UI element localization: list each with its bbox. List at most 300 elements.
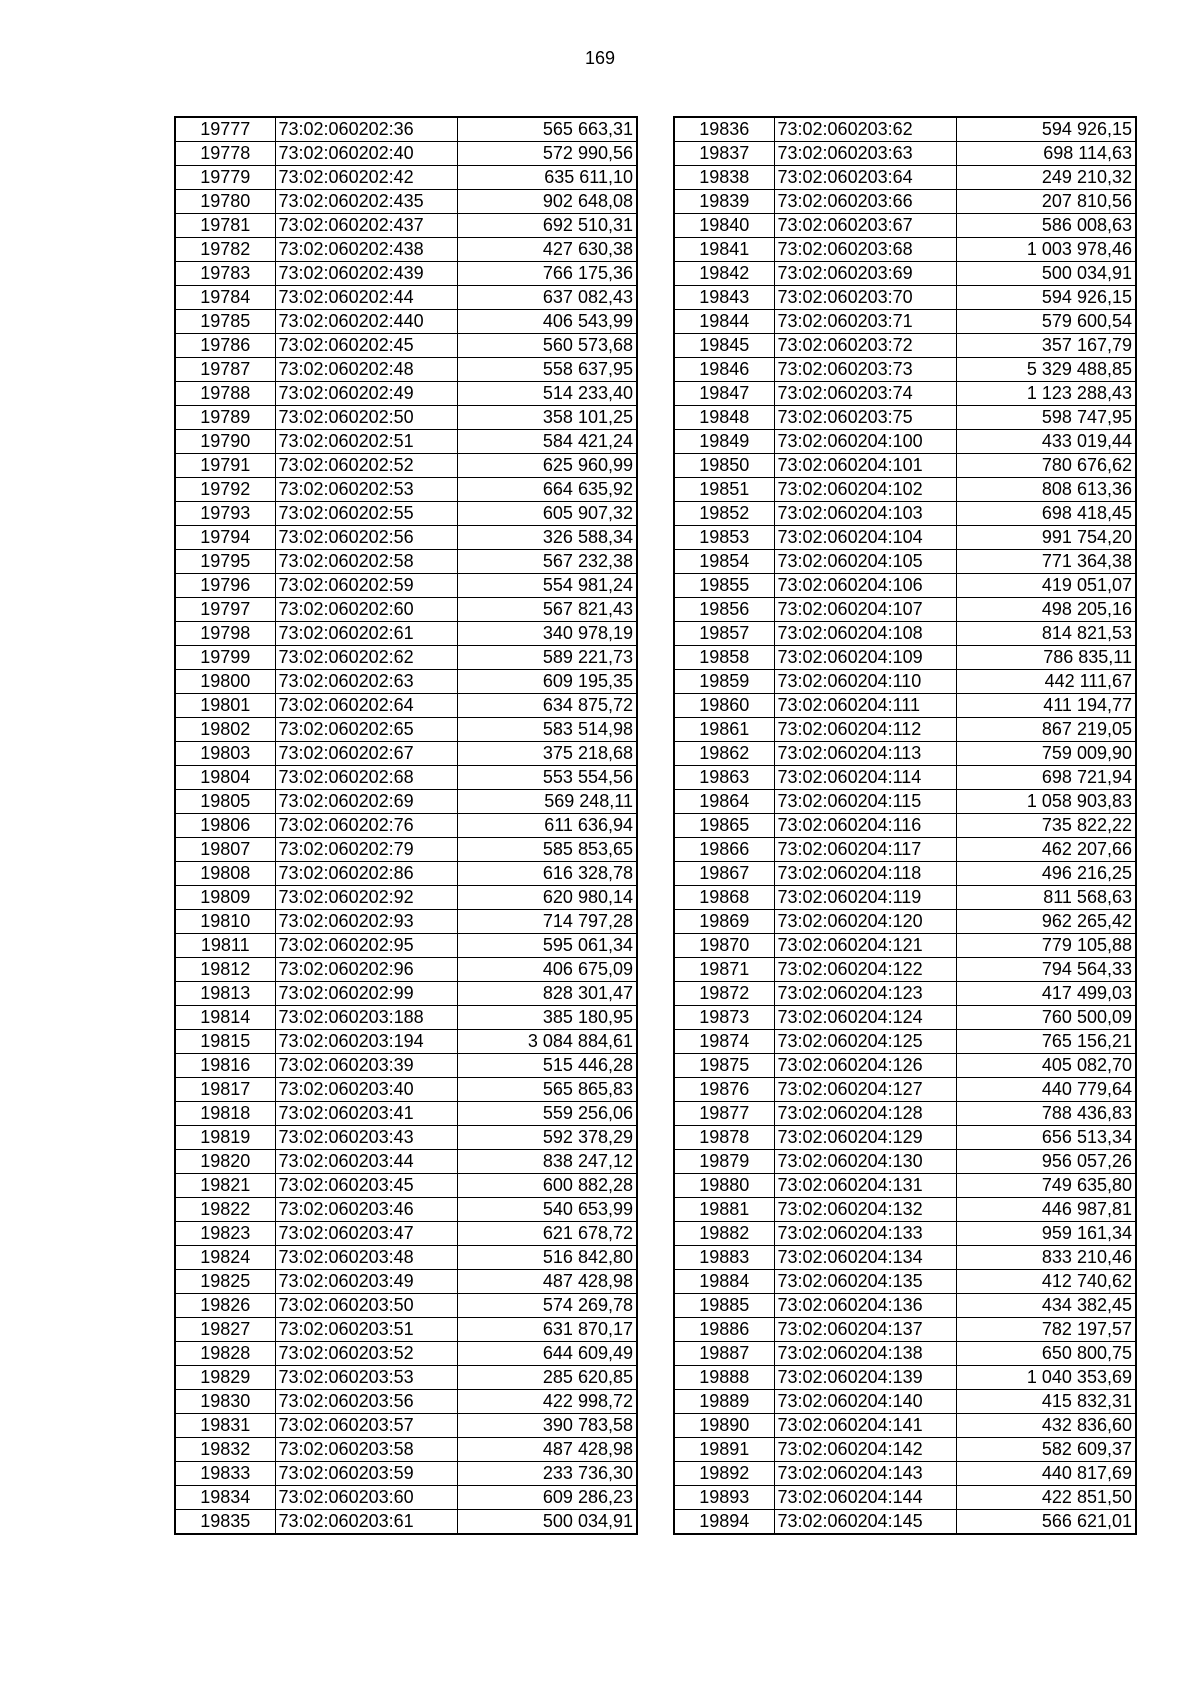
cadastral-value: 560 573,68 bbox=[457, 334, 637, 358]
row-number: 19787 bbox=[175, 358, 275, 382]
table-row bbox=[674, 838, 1136, 862]
cadastral-number: 73:02:060204:135 bbox=[774, 1270, 956, 1294]
row-number: 19778 bbox=[175, 142, 275, 166]
table-row bbox=[674, 1294, 1136, 1318]
cadastral-number: 73:02:060204:143 bbox=[774, 1462, 956, 1486]
row-number: 19826 bbox=[175, 1294, 275, 1318]
table-row bbox=[674, 1102, 1136, 1126]
table-row bbox=[674, 934, 1136, 958]
row-number: 19808 bbox=[175, 862, 275, 886]
table-row bbox=[175, 1030, 637, 1054]
row-number: 19786 bbox=[175, 334, 275, 358]
row-number: 19842 bbox=[674, 262, 774, 286]
table-row bbox=[175, 958, 637, 982]
cadastral-value: 3 084 884,61 bbox=[457, 1030, 637, 1054]
row-number: 19873 bbox=[674, 1006, 774, 1030]
cadastral-value: 771 364,38 bbox=[956, 550, 1136, 574]
cadastral-number: 73:02:060204:141 bbox=[774, 1414, 956, 1438]
cadastral-value: 540 653,99 bbox=[457, 1198, 637, 1222]
row-number: 19848 bbox=[674, 406, 774, 430]
cadastral-value: 487 428,98 bbox=[457, 1438, 637, 1462]
cadastral-value: 621 678,72 bbox=[457, 1222, 637, 1246]
table-row bbox=[175, 550, 637, 574]
cadastral-number: 73:02:060204:140 bbox=[774, 1390, 956, 1414]
table-row bbox=[175, 190, 637, 214]
cadastral-number: 73:02:060204:132 bbox=[774, 1198, 956, 1222]
row-number: 19864 bbox=[674, 790, 774, 814]
cadastral-number: 73:02:060202:64 bbox=[275, 694, 457, 718]
row-number: 19881 bbox=[674, 1198, 774, 1222]
row-number: 19782 bbox=[175, 238, 275, 262]
row-number: 19834 bbox=[175, 1486, 275, 1510]
cadastral-number: 73:02:060204:137 bbox=[774, 1318, 956, 1342]
cadastral-number: 73:02:060204:119 bbox=[774, 886, 956, 910]
table-row bbox=[674, 694, 1136, 718]
cadastral-value: 605 907,32 bbox=[457, 502, 637, 526]
row-number: 19793 bbox=[175, 502, 275, 526]
cadastral-value: 567 821,43 bbox=[457, 598, 637, 622]
cadastral-number: 73:02:060204:121 bbox=[774, 934, 956, 958]
cadastral-number: 73:02:060204:144 bbox=[774, 1486, 956, 1510]
cadastral-number: 73:02:060204:116 bbox=[774, 814, 956, 838]
cadastral-value: 579 600,54 bbox=[956, 310, 1136, 334]
table-row bbox=[175, 334, 637, 358]
cadastral-number: 73:02:060204:127 bbox=[774, 1078, 956, 1102]
cadastral-number: 73:02:060204:122 bbox=[774, 958, 956, 982]
row-number: 19847 bbox=[674, 382, 774, 406]
cadastral-number: 73:02:060203:62 bbox=[774, 117, 956, 142]
row-number: 19824 bbox=[175, 1246, 275, 1270]
table-row bbox=[674, 982, 1136, 1006]
cadastral-value: 440 779,64 bbox=[956, 1078, 1136, 1102]
cadastral-number: 73:02:060202:51 bbox=[275, 430, 457, 454]
table-row bbox=[175, 598, 637, 622]
row-number: 19893 bbox=[674, 1486, 774, 1510]
table-row bbox=[175, 358, 637, 382]
cadastral-value: 595 061,34 bbox=[457, 934, 637, 958]
row-number: 19777 bbox=[175, 117, 275, 142]
cadastral-number: 73:02:060202:53 bbox=[275, 478, 457, 502]
table-row bbox=[674, 1270, 1136, 1294]
row-number: 19811 bbox=[175, 934, 275, 958]
row-number: 19829 bbox=[175, 1366, 275, 1390]
cadastral-number: 73:02:060204:118 bbox=[774, 862, 956, 886]
table-row bbox=[674, 1078, 1136, 1102]
cadastral-value: 285 620,85 bbox=[457, 1366, 637, 1390]
row-number: 19833 bbox=[175, 1462, 275, 1486]
row-number: 19825 bbox=[175, 1270, 275, 1294]
cadastral-value: 749 635,80 bbox=[956, 1174, 1136, 1198]
cadastral-number: 73:02:060202:76 bbox=[275, 814, 457, 838]
table-row bbox=[674, 646, 1136, 670]
cadastral-number: 73:02:060203:47 bbox=[275, 1222, 457, 1246]
cadastral-number: 73:02:060204:123 bbox=[774, 982, 956, 1006]
table-row bbox=[175, 574, 637, 598]
cadastral-number: 73:02:060204:110 bbox=[774, 670, 956, 694]
row-number: 19802 bbox=[175, 718, 275, 742]
cadastral-number: 73:02:060204:104 bbox=[774, 526, 956, 550]
cadastral-value: 814 821,53 bbox=[956, 622, 1136, 646]
cadastral-number: 73:02:060202:42 bbox=[275, 166, 457, 190]
row-number: 19780 bbox=[175, 190, 275, 214]
table-row bbox=[674, 166, 1136, 190]
row-number: 19852 bbox=[674, 502, 774, 526]
row-number: 19880 bbox=[674, 1174, 774, 1198]
cadastral-number: 73:02:060204:100 bbox=[774, 430, 956, 454]
cadastral-value: 406 675,09 bbox=[457, 958, 637, 982]
cadastral-value: 5 329 488,85 bbox=[956, 358, 1136, 382]
cadastral-number: 73:02:060203:48 bbox=[275, 1246, 457, 1270]
cadastral-number: 73:02:060204:107 bbox=[774, 598, 956, 622]
cadastral-number: 73:02:060202:438 bbox=[275, 238, 457, 262]
cadastral-value: 991 754,20 bbox=[956, 526, 1136, 550]
table-row bbox=[674, 1366, 1136, 1390]
row-number: 19860 bbox=[674, 694, 774, 718]
row-number: 19863 bbox=[674, 766, 774, 790]
cadastral-number: 73:02:060203:74 bbox=[774, 382, 956, 406]
cadastral-value: 625 960,99 bbox=[457, 454, 637, 478]
cadastral-number: 73:02:060204:115 bbox=[774, 790, 956, 814]
cadastral-value: 589 221,73 bbox=[457, 646, 637, 670]
cadastral-value: 553 554,56 bbox=[457, 766, 637, 790]
row-number: 19861 bbox=[674, 718, 774, 742]
cadastral-number: 73:02:060203:66 bbox=[774, 190, 956, 214]
cadastral-number: 73:02:060203:44 bbox=[275, 1150, 457, 1174]
table-row bbox=[175, 1054, 637, 1078]
cadastral-value: 634 875,72 bbox=[457, 694, 637, 718]
cadastral-value: 598 747,95 bbox=[956, 406, 1136, 430]
table-row bbox=[674, 598, 1136, 622]
table-row bbox=[674, 1198, 1136, 1222]
row-number: 19796 bbox=[175, 574, 275, 598]
cadastral-number: 73:02:060203:75 bbox=[774, 406, 956, 430]
row-number: 19872 bbox=[674, 982, 774, 1006]
cadastral-value: 698 114,63 bbox=[956, 142, 1136, 166]
table-row bbox=[674, 718, 1136, 742]
row-number: 19879 bbox=[674, 1150, 774, 1174]
cadastral-value: 569 248,11 bbox=[457, 790, 637, 814]
table-row bbox=[175, 934, 637, 958]
row-number: 19817 bbox=[175, 1078, 275, 1102]
row-number: 19821 bbox=[175, 1174, 275, 1198]
cadastral-value: 1 003 978,46 bbox=[956, 238, 1136, 262]
cadastral-number: 73:02:060203:40 bbox=[275, 1078, 457, 1102]
row-number: 19823 bbox=[175, 1222, 275, 1246]
cadastral-value: 566 621,01 bbox=[956, 1510, 1136, 1535]
cadastral-value: 554 981,24 bbox=[457, 574, 637, 598]
cadastral-value: 405 082,70 bbox=[956, 1054, 1136, 1078]
cadastral-number: 73:02:060203:43 bbox=[275, 1126, 457, 1150]
cadastral-number: 73:02:060202:65 bbox=[275, 718, 457, 742]
cadastral-number: 73:02:060202:79 bbox=[275, 838, 457, 862]
table-row bbox=[175, 1414, 637, 1438]
cadastral-number: 73:02:060204:102 bbox=[774, 478, 956, 502]
table-row bbox=[674, 358, 1136, 382]
table-row bbox=[674, 622, 1136, 646]
cadastral-value: 514 233,40 bbox=[457, 382, 637, 406]
cadastral-value: 565 865,83 bbox=[457, 1078, 637, 1102]
row-number: 19812 bbox=[175, 958, 275, 982]
row-number: 19832 bbox=[175, 1438, 275, 1462]
cadastral-number: 73:02:060203:58 bbox=[275, 1438, 457, 1462]
table-row bbox=[674, 142, 1136, 166]
cadastral-number: 73:02:060202:61 bbox=[275, 622, 457, 646]
table-row bbox=[674, 310, 1136, 334]
cadastral-number: 73:02:060204:101 bbox=[774, 454, 956, 478]
row-number: 19853 bbox=[674, 526, 774, 550]
row-number: 19785 bbox=[175, 310, 275, 334]
row-number: 19866 bbox=[674, 838, 774, 862]
cadastral-number: 73:02:060203:194 bbox=[275, 1030, 457, 1054]
cadastral-number: 73:02:060204:134 bbox=[774, 1246, 956, 1270]
cadastral-value: 631 870,17 bbox=[457, 1318, 637, 1342]
row-number: 19862 bbox=[674, 742, 774, 766]
table-row bbox=[175, 1366, 637, 1390]
cadastral-number: 73:02:060204:108 bbox=[774, 622, 956, 646]
cadastral-number: 73:02:060204:128 bbox=[774, 1102, 956, 1126]
row-number: 19854 bbox=[674, 550, 774, 574]
row-number: 19865 bbox=[674, 814, 774, 838]
table-row bbox=[175, 790, 637, 814]
cadastral-number: 73:02:060202:437 bbox=[275, 214, 457, 238]
cadastral-value: 462 207,66 bbox=[956, 838, 1136, 862]
table-row bbox=[674, 766, 1136, 790]
table-row bbox=[674, 958, 1136, 982]
cadastral-number: 73:02:060204:129 bbox=[774, 1126, 956, 1150]
cadastral-value: 583 514,98 bbox=[457, 718, 637, 742]
cadastral-number: 73:02:060203:56 bbox=[275, 1390, 457, 1414]
cadastral-value: 422 998,72 bbox=[457, 1390, 637, 1414]
cadastral-number: 73:02:060204:117 bbox=[774, 838, 956, 862]
row-number: 19816 bbox=[175, 1054, 275, 1078]
table-row bbox=[175, 1126, 637, 1150]
row-number: 19807 bbox=[175, 838, 275, 862]
cadastral-number: 73:02:060203:52 bbox=[275, 1342, 457, 1366]
row-number: 19867 bbox=[674, 862, 774, 886]
table-row bbox=[674, 670, 1136, 694]
table-row bbox=[175, 238, 637, 262]
table-row bbox=[175, 406, 637, 430]
cadastral-value: 357 167,79 bbox=[956, 334, 1136, 358]
table-row bbox=[175, 622, 637, 646]
table-row bbox=[674, 1030, 1136, 1054]
cadastral-value: 498 205,16 bbox=[956, 598, 1136, 622]
row-number: 19845 bbox=[674, 334, 774, 358]
cadastral-number: 73:02:060203:69 bbox=[774, 262, 956, 286]
cadastral-number: 73:02:060204:109 bbox=[774, 646, 956, 670]
row-number: 19868 bbox=[674, 886, 774, 910]
row-number: 19839 bbox=[674, 190, 774, 214]
row-number: 19858 bbox=[674, 646, 774, 670]
cadastral-number: 73:02:060204:103 bbox=[774, 502, 956, 526]
row-number: 19875 bbox=[674, 1054, 774, 1078]
cadastral-value: 782 197,57 bbox=[956, 1318, 1136, 1342]
cadastral-value: 515 446,28 bbox=[457, 1054, 637, 1078]
cadastral-number: 73:02:060202:92 bbox=[275, 886, 457, 910]
cadastral-number: 73:02:060202:86 bbox=[275, 862, 457, 886]
table-row bbox=[175, 982, 637, 1006]
row-number: 19859 bbox=[674, 670, 774, 694]
cadastral-number: 73:02:060202:52 bbox=[275, 454, 457, 478]
row-number: 19841 bbox=[674, 238, 774, 262]
table-row bbox=[175, 286, 637, 310]
table-row bbox=[175, 862, 637, 886]
cadastral-value: 735 822,22 bbox=[956, 814, 1136, 838]
cadastral-value: 786 835,11 bbox=[956, 646, 1136, 670]
cadastral-value: 584 421,24 bbox=[457, 430, 637, 454]
cadastral-value: 611 636,94 bbox=[457, 814, 637, 838]
table-row bbox=[674, 382, 1136, 406]
cadastral-value: 558 637,95 bbox=[457, 358, 637, 382]
cadastral-value: 385 180,95 bbox=[457, 1006, 637, 1030]
table-row bbox=[175, 214, 637, 238]
cadastral-number: 73:02:060203:71 bbox=[774, 310, 956, 334]
table-row bbox=[674, 286, 1136, 310]
table-row bbox=[674, 454, 1136, 478]
row-number: 19884 bbox=[674, 1270, 774, 1294]
row-number: 19830 bbox=[175, 1390, 275, 1414]
cadastral-value: 412 740,62 bbox=[956, 1270, 1136, 1294]
row-number: 19784 bbox=[175, 286, 275, 310]
cadastral-value: 1 123 288,43 bbox=[956, 382, 1136, 406]
cadastral-number: 73:02:060203:59 bbox=[275, 1462, 457, 1486]
row-number: 19789 bbox=[175, 406, 275, 430]
cadastral-number: 73:02:060202:58 bbox=[275, 550, 457, 574]
cadastral-value: 1 040 353,69 bbox=[956, 1366, 1136, 1390]
row-number: 19869 bbox=[674, 910, 774, 934]
cadastral-value: 434 382,45 bbox=[956, 1294, 1136, 1318]
cadastral-number: 73:02:060203:188 bbox=[275, 1006, 457, 1030]
cadastral-number: 73:02:060204:126 bbox=[774, 1054, 956, 1078]
table-row bbox=[674, 1342, 1136, 1366]
cadastral-value: 500 034,91 bbox=[457, 1510, 637, 1535]
cadastral-number: 73:02:060203:50 bbox=[275, 1294, 457, 1318]
cadastral-value: 375 218,68 bbox=[457, 742, 637, 766]
row-number: 19878 bbox=[674, 1126, 774, 1150]
cadastral-number: 73:02:060202:96 bbox=[275, 958, 457, 982]
table-row bbox=[674, 1054, 1136, 1078]
row-number: 19891 bbox=[674, 1438, 774, 1462]
table-row bbox=[674, 1006, 1136, 1030]
cadastral-number: 73:02:060203:67 bbox=[774, 214, 956, 238]
row-number: 19809 bbox=[175, 886, 275, 910]
table-row bbox=[175, 1222, 637, 1246]
cadastral-value: 780 676,62 bbox=[956, 454, 1136, 478]
row-number: 19818 bbox=[175, 1102, 275, 1126]
row-number: 19840 bbox=[674, 214, 774, 238]
cadastral-value: 766 175,36 bbox=[457, 262, 637, 286]
cadastral-value: 635 611,10 bbox=[457, 166, 637, 190]
row-number: 19791 bbox=[175, 454, 275, 478]
table-row bbox=[175, 262, 637, 286]
cadastral-number: 73:02:060202:36 bbox=[275, 117, 457, 142]
cadastral-number: 73:02:060203:70 bbox=[774, 286, 956, 310]
table-row bbox=[175, 814, 637, 838]
table-row bbox=[674, 238, 1136, 262]
cadastral-number: 73:02:060204:105 bbox=[774, 550, 956, 574]
cadastral-value: 500 034,91 bbox=[956, 262, 1136, 286]
table-row bbox=[674, 117, 1136, 142]
table-row bbox=[674, 886, 1136, 910]
cadastral-value: 559 256,06 bbox=[457, 1102, 637, 1126]
cadastral-number: 73:02:060202:435 bbox=[275, 190, 457, 214]
cadastral-value: 427 630,38 bbox=[457, 238, 637, 262]
row-number: 19876 bbox=[674, 1078, 774, 1102]
cadastral-number: 73:02:060202:40 bbox=[275, 142, 457, 166]
cadastral-value: 788 436,83 bbox=[956, 1102, 1136, 1126]
cadastral-value: 620 980,14 bbox=[457, 886, 637, 910]
table-row bbox=[175, 718, 637, 742]
cadastral-number: 73:02:060203:64 bbox=[774, 166, 956, 190]
table-row bbox=[674, 550, 1136, 574]
table-row bbox=[175, 1174, 637, 1198]
table-row bbox=[175, 478, 637, 502]
cadastral-value: 446 987,81 bbox=[956, 1198, 1136, 1222]
table-row bbox=[175, 1270, 637, 1294]
row-number: 19871 bbox=[674, 958, 774, 982]
table-row bbox=[674, 406, 1136, 430]
row-number: 19831 bbox=[175, 1414, 275, 1438]
row-number: 19792 bbox=[175, 478, 275, 502]
cadastral-value: 358 101,25 bbox=[457, 406, 637, 430]
table-row bbox=[175, 1438, 637, 1462]
cadastral-table-right-body bbox=[674, 117, 1136, 1534]
cadastral-value: 600 882,28 bbox=[457, 1174, 637, 1198]
cadastral-value: 637 082,43 bbox=[457, 286, 637, 310]
table-row bbox=[175, 646, 637, 670]
table-row bbox=[175, 382, 637, 406]
cadastral-number: 73:02:060202:48 bbox=[275, 358, 457, 382]
cadastral-value: 419 051,07 bbox=[956, 574, 1136, 598]
row-number: 19882 bbox=[674, 1222, 774, 1246]
table-row bbox=[674, 1246, 1136, 1270]
table-row bbox=[674, 574, 1136, 598]
table-row bbox=[175, 1246, 637, 1270]
table-row bbox=[175, 1486, 637, 1510]
cadastral-number: 73:02:060204:145 bbox=[774, 1510, 956, 1535]
cadastral-value: 650 800,75 bbox=[956, 1342, 1136, 1366]
table-row bbox=[175, 502, 637, 526]
cadastral-value: 594 926,15 bbox=[956, 117, 1136, 142]
table-row bbox=[175, 1390, 637, 1414]
cadastral-number: 73:02:060203:60 bbox=[275, 1486, 457, 1510]
table-row bbox=[175, 1006, 637, 1030]
cadastral-value: 828 301,47 bbox=[457, 982, 637, 1006]
row-number: 19843 bbox=[674, 286, 774, 310]
cadastral-value: 565 663,31 bbox=[457, 117, 637, 142]
row-number: 19855 bbox=[674, 574, 774, 598]
cadastral-number: 73:02:060203:53 bbox=[275, 1366, 457, 1390]
cadastral-value: 496 216,25 bbox=[956, 862, 1136, 886]
row-number: 19857 bbox=[674, 622, 774, 646]
cadastral-number: 73:02:060202:45 bbox=[275, 334, 457, 358]
row-number: 19779 bbox=[175, 166, 275, 190]
table-row bbox=[175, 1462, 637, 1486]
table-row bbox=[175, 670, 637, 694]
cadastral-number: 73:02:060204:139 bbox=[774, 1366, 956, 1390]
cadastral-number: 73:02:060203:61 bbox=[275, 1510, 457, 1535]
cadastral-number: 73:02:060202:68 bbox=[275, 766, 457, 790]
row-number: 19810 bbox=[175, 910, 275, 934]
cadastral-table-left-body bbox=[175, 117, 637, 1534]
cadastral-number: 73:02:060203:41 bbox=[275, 1102, 457, 1126]
cadastral-value: 956 057,26 bbox=[956, 1150, 1136, 1174]
row-number: 19856 bbox=[674, 598, 774, 622]
table-row bbox=[674, 526, 1136, 550]
cadastral-number: 73:02:060202:439 bbox=[275, 262, 457, 286]
row-number: 19888 bbox=[674, 1366, 774, 1390]
row-number: 19798 bbox=[175, 622, 275, 646]
